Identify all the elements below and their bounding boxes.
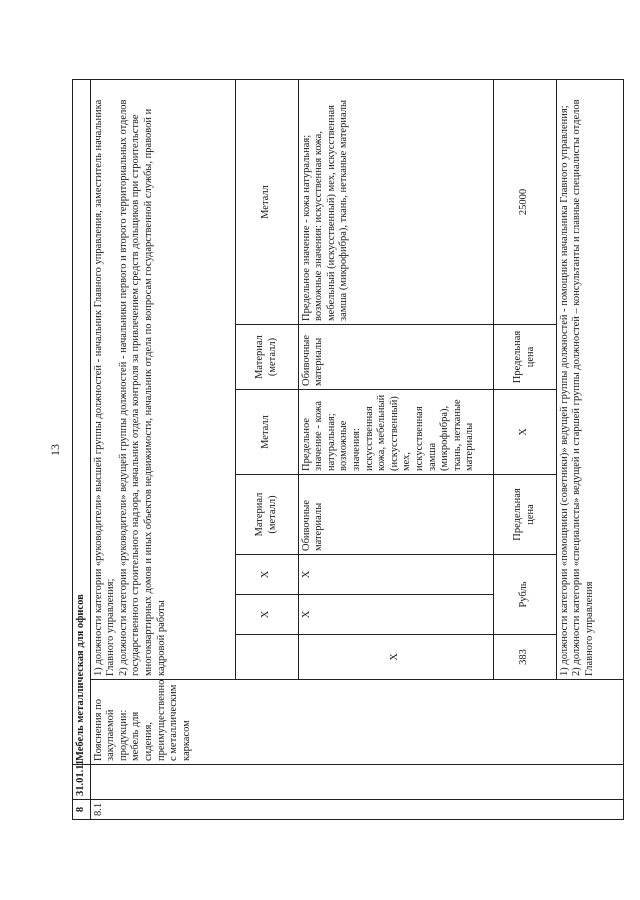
x-mark: X <box>298 595 493 635</box>
unit-name: Рубль <box>493 555 556 635</box>
material-value: Металл <box>235 390 298 475</box>
x-mark: X <box>298 555 493 595</box>
item-number: 8.1 <box>90 800 623 820</box>
price-label: Предельная цена <box>493 325 556 390</box>
material-label: Материал (металл) <box>235 325 298 390</box>
upholstery-label: Обивочные материалы <box>298 325 493 390</box>
position-explanation: 1) должности категории «руководители» высшей группы должностей - начальник Главного управления, заместитель начальника Главного управления; 2) должности категории «руководители» ведущей группы должностей - начальники первого и второго территориальных отделов государственного строительного надзора, начальник отдела контроля за привлечением средств дольщиков при строительстве многоквартирных домов и иных объектов недвижимости, начальник отдела по вопросам государственной службы, правовой и кадровой работы <box>90 79 235 679</box>
unit-code: 383 <box>493 635 556 680</box>
item-description: Пояснения по закупаемой продукции: мебель для сидения, преимущественно с металлическим каркасом <box>90 680 623 765</box>
upholstery-label: Обивочные материалы <box>298 475 493 555</box>
x-mark: X <box>235 595 298 635</box>
price-value: 25000 <box>493 79 556 324</box>
material-label: Материал (металл) <box>235 475 298 555</box>
page-number: 13 <box>48 444 62 456</box>
furniture-table <box>72 79 624 820</box>
position-explanation-2: 1) должности категории «помощники (советники)» ведущей группы должностей - помощник начальника Главного управления; 2) должности категории «специалисты» ведущей и старшей группы должностей – консультанты и главные специалисты отделов Главного управления <box>556 79 623 679</box>
section-title: Мебель металлическая для офисов <box>73 79 91 764</box>
upholstery-value: Предельное значение - кожа натуральная; возможные значения: искусственная кожа, мебельный (искусственный) мех, искусственная замша (микрофибра), ткань, нетканые материалы <box>298 79 493 324</box>
material-value: Металл <box>235 79 298 324</box>
explanation-row <box>90 79 235 819</box>
x-mark: X <box>235 555 298 595</box>
price-label: Предельная цена <box>493 475 556 555</box>
section-header-row <box>73 79 91 819</box>
empty-cell <box>235 635 298 680</box>
item-code-cell <box>90 765 623 800</box>
section-number: 8 <box>73 800 91 820</box>
x-mark: X <box>298 635 493 680</box>
price-value: Х <box>493 390 556 475</box>
upholstery-value: Предельное значение - кожа натуральная; возможные значения: искусственная кожа, мебельный (искусственный) мех, искусственная замша (микрофибра), ткань, нетканые материалы <box>298 390 493 475</box>
section-code: 31.01.11 <box>73 765 91 800</box>
